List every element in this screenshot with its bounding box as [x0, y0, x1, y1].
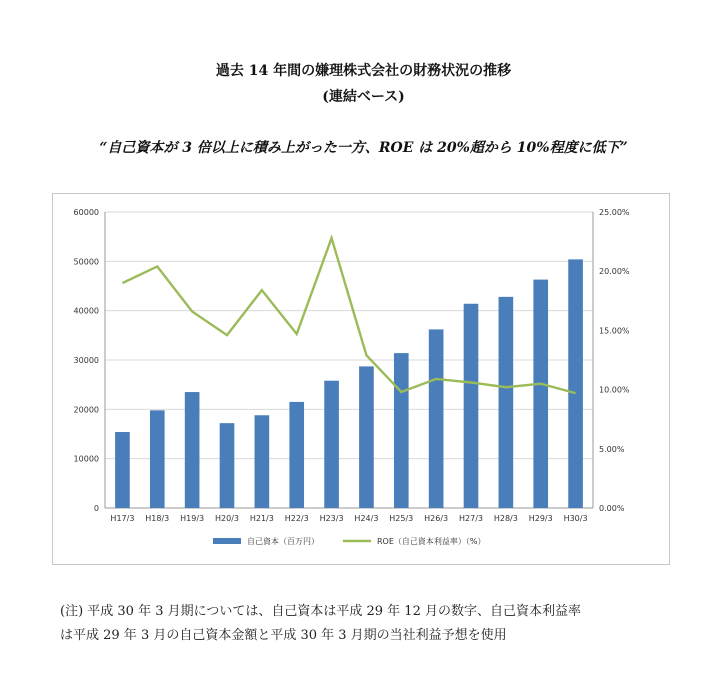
- bar: [289, 402, 304, 508]
- x-tick-label: H17/3: [110, 514, 135, 523]
- y-right-tick-label: 10.00%: [599, 385, 630, 395]
- x-tick-label: H28/3: [493, 514, 518, 523]
- x-tick-label: H27/3: [459, 514, 483, 523]
- x-tick-label: H18/3: [145, 514, 170, 523]
- x-tick-label: H22/3: [284, 514, 309, 523]
- bar: [394, 353, 409, 508]
- bar: [499, 297, 514, 508]
- y-left-tick-label: 10000: [73, 454, 99, 464]
- x-tick-label: H24/3: [354, 514, 379, 523]
- y-left-tick-label: 50000: [73, 257, 99, 267]
- bar: [324, 381, 339, 508]
- bar: [359, 366, 374, 508]
- y-left-tick-label: 0: [93, 504, 99, 513]
- y-right-tick-label: 0.00%: [599, 504, 625, 513]
- legend-swatch-bar: [213, 538, 241, 544]
- y-left-tick-label: 40000: [73, 306, 99, 316]
- y-left-tick-label: 60000: [73, 208, 99, 217]
- y-right-tick-label: 25.00%: [599, 208, 630, 217]
- chart-frame: [52, 193, 670, 565]
- bar: [220, 423, 235, 508]
- bar: [255, 415, 270, 508]
- footnote-line-2: は平成 29 年 3 月の自己資本金額と平成 30 年 3 月期の当社利益予想を使用: [60, 628, 507, 643]
- bar: [185, 392, 200, 508]
- footnote: [60, 600, 710, 648]
- y-left-tick-label: 20000: [73, 405, 99, 415]
- chart-subtitle: (連結ベース): [322, 89, 405, 105]
- x-tick-label: H26/3: [424, 514, 449, 523]
- bar: [429, 329, 444, 508]
- bar: [568, 259, 583, 508]
- chart-title: 過去 14 年間の嫌理株式会社の財務状況の推移: [215, 63, 512, 79]
- x-tick-label: H19/3: [180, 514, 205, 523]
- combo-chart: [53, 194, 669, 564]
- legend-label-equity: 自己資本（百万円）: [247, 537, 319, 546]
- y-right-tick-label: 5.00%: [599, 444, 625, 454]
- x-tick-label: H21/3: [249, 514, 274, 523]
- y-right-tick-label: 20.00%: [599, 267, 630, 277]
- headline: “自己資本が 3 倍以上に積み上がった一方、ROE は 20%超から 10%程度に低下”: [99, 140, 628, 156]
- x-tick-label: H29/3: [528, 514, 553, 523]
- x-tick-label: H25/3: [389, 514, 414, 523]
- bar: [464, 304, 479, 508]
- y-left-tick-label: 30000: [73, 356, 99, 365]
- x-tick-label: H20/3: [215, 514, 239, 523]
- x-tick-label: H23/3: [319, 514, 344, 523]
- legend-label-roe: ROE（自己資本利益率）（%）: [377, 537, 486, 546]
- bar: [533, 280, 548, 508]
- y-right-tick-label: 15.00%: [599, 326, 630, 336]
- x-tick-label: H30/3: [563, 514, 588, 523]
- bar: [115, 432, 130, 508]
- footnote-line-1: (注) 平成 30 年 3 月期については、自己資本は平成 29 年 12 月の数字、自己資本利益率: [60, 604, 581, 619]
- bar: [150, 410, 165, 508]
